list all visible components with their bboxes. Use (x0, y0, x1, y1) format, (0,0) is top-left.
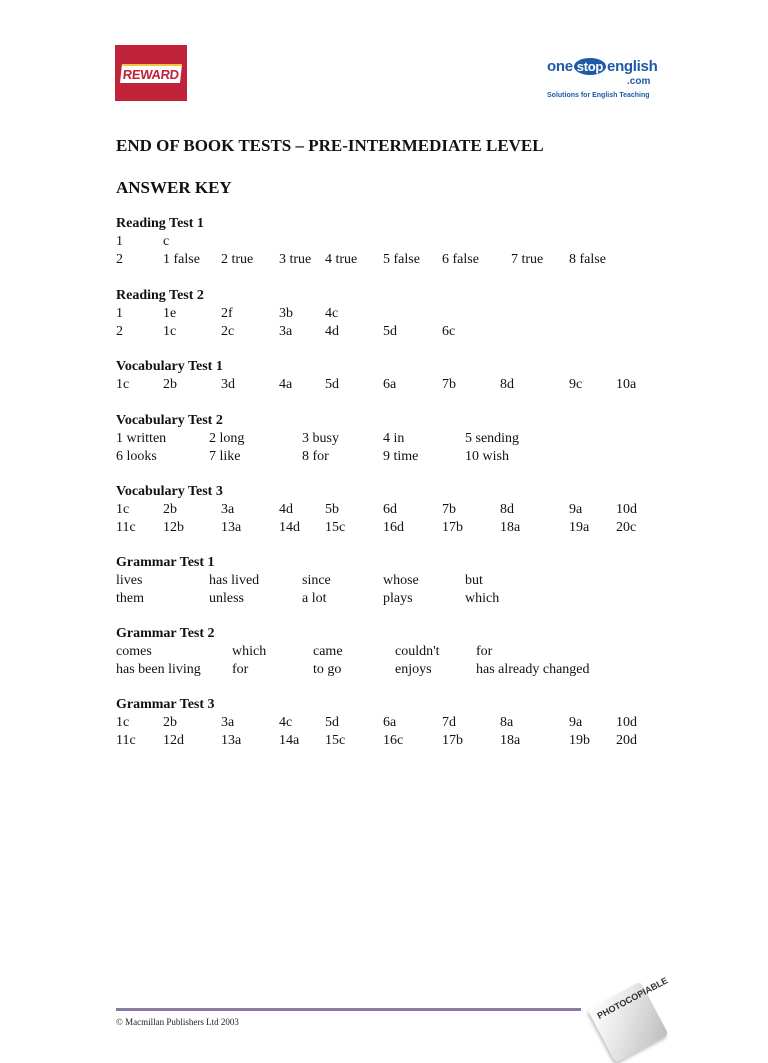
answer-cell: 4 in (383, 431, 405, 446)
answer-cell: 1e (163, 306, 177, 321)
answer-cell: 9c (569, 377, 583, 392)
onestopenglish-logo (545, 52, 657, 102)
answer-cell: them (116, 590, 144, 606)
answer-cell: 5b (325, 502, 339, 517)
answer-section (116, 625, 676, 678)
answer-cell: 4c (279, 715, 293, 730)
reward-logo-text: REWARD (120, 64, 182, 83)
answer-section (116, 554, 676, 607)
answer-cell: 6a (383, 377, 397, 392)
answer-cell: 15c (325, 519, 346, 535)
answer-cell: 10d (616, 715, 637, 730)
section-heading: Grammar Test 3 (116, 697, 215, 712)
answer-cell: 16c (383, 732, 404, 748)
section-heading: Vocabulary Test 1 (116, 359, 223, 374)
answer-cell: 1 written (116, 431, 167, 446)
answer-row (116, 323, 676, 341)
answer-cell: 6d (383, 502, 397, 517)
answer-row (116, 590, 676, 608)
answer-section (116, 483, 676, 536)
answer-cell: 3d (221, 377, 235, 392)
reward-logo (115, 45, 187, 101)
answer-cell: 17b (442, 732, 463, 748)
answer-cell: 6a (383, 715, 397, 730)
answer-cell: which (232, 644, 267, 659)
photocopiable-label: PHOTOCOPIABLE (595, 975, 670, 1021)
answer-row (116, 732, 676, 750)
answer-cell: 3 true (279, 251, 312, 267)
answer-cell: lives (116, 573, 143, 588)
answer-cell: 2 (116, 251, 123, 267)
page-subtitle: ANSWER KEY (116, 178, 232, 197)
answer-cell: 4a (279, 377, 293, 392)
ose-tagline: Solutions for English Teaching (547, 92, 650, 99)
answer-cell: 8d (500, 502, 514, 517)
answer-cell: 13a (221, 519, 242, 535)
section-heading: Reading Test 2 (116, 288, 204, 303)
answer-row (116, 519, 676, 537)
answer-cell: 7b (442, 377, 456, 392)
answer-cell: 4 true (325, 251, 358, 267)
answer-cell: 12d (163, 732, 184, 748)
answer-cell: 3a (279, 323, 293, 339)
answer-section (116, 412, 676, 465)
answer-cell: 8d (500, 377, 514, 392)
section-heading: Grammar Test 2 (116, 626, 215, 641)
answer-cell: 5 sending (465, 431, 520, 446)
footer-divider (116, 1008, 581, 1011)
answer-cell: 13a (221, 732, 242, 748)
answer-row (116, 376, 676, 394)
answer-cell: 2 long (209, 431, 245, 446)
section-heading: Vocabulary Test 3 (116, 484, 223, 499)
answer-cell: couldn't (395, 644, 440, 659)
ose-com: .com (627, 76, 651, 87)
answer-cell: 12b (163, 519, 184, 535)
answer-cell: 2 (116, 323, 123, 339)
answer-cell: 19a (569, 519, 590, 535)
answer-cell: has lived (209, 573, 260, 588)
answer-cell: 6 false (442, 251, 479, 267)
answer-cell: 10a (616, 377, 637, 392)
answer-row (116, 501, 676, 519)
answer-cell: 8 false (569, 251, 606, 267)
answer-row (116, 305, 676, 323)
answer-cell: 3a (221, 502, 235, 517)
answer-cell: 1 (116, 234, 123, 249)
answer-cell: but (465, 573, 483, 588)
answer-cell: 6c (442, 323, 456, 339)
answer-cell: 1 false (163, 251, 200, 267)
answer-cell: since (302, 573, 331, 588)
answer-cell: 11c (116, 519, 136, 535)
answer-cell: 1 (116, 306, 123, 321)
answer-cell: 7b (442, 502, 456, 517)
onestopenglish-wordmark (547, 58, 657, 75)
ose-one: one (547, 58, 573, 75)
answer-cell: 2f (221, 306, 233, 321)
answer-cell: 14d (279, 519, 300, 535)
answer-row (116, 233, 676, 251)
answer-cell: 20c (616, 519, 637, 535)
answer-section (116, 215, 676, 268)
answer-cell: 8a (500, 715, 514, 730)
answer-section (116, 358, 676, 394)
answer-cell: 7 true (511, 251, 544, 267)
answer-cell: c (163, 234, 170, 249)
answer-cell: a lot (302, 590, 327, 606)
answer-cell: 2c (221, 323, 235, 339)
answer-cell: 3 busy (302, 431, 339, 446)
page-title: END OF BOOK TESTS – PRE-INTERMEDIATE LEVEL (116, 136, 544, 155)
answer-cell: 10 wish (465, 448, 509, 464)
answer-cell: 17b (442, 519, 463, 535)
answer-cell: 6 looks (116, 448, 157, 464)
answer-cell: enjoys (395, 661, 432, 677)
answer-row (116, 661, 676, 679)
answer-cell: 2b (163, 715, 177, 730)
answer-row (116, 572, 676, 590)
photocopiable-stamp (587, 975, 670, 1062)
answer-cell: 8 for (302, 448, 329, 464)
footer-copyright: © Macmillan Publishers Ltd 2003 (116, 1017, 239, 1027)
answer-cell: comes (116, 644, 152, 659)
answer-row (116, 643, 676, 661)
answer-row (116, 251, 676, 269)
answer-cell: 16d (383, 519, 404, 535)
answer-row (116, 714, 676, 732)
answer-cell: whose (383, 573, 419, 588)
answer-cell: 1c (116, 377, 130, 392)
answer-cell: 7 like (209, 448, 241, 464)
answer-cell: came (313, 644, 343, 659)
answer-cell: for (476, 644, 493, 659)
answer-cell: 2b (163, 502, 177, 517)
answer-cell: 11c (116, 732, 136, 748)
answer-cell: 15c (325, 732, 346, 748)
answer-cell: 19b (569, 732, 590, 748)
answer-cell: 9a (569, 502, 583, 517)
answer-cell: 10d (616, 502, 637, 517)
answer-cell: which (465, 590, 500, 606)
answer-cell: 18a (500, 732, 521, 748)
answer-cell: 5d (383, 323, 397, 339)
section-heading: Reading Test 1 (116, 216, 204, 231)
answer-cell: 1c (116, 502, 130, 517)
answer-cell: 1c (163, 323, 177, 339)
answer-cell: 7d (442, 715, 456, 730)
answer-cell: plays (383, 590, 413, 606)
answer-cell: 9 time (383, 448, 419, 464)
answer-cell: 4d (325, 323, 339, 339)
section-heading: Grammar Test 1 (116, 555, 215, 570)
answer-cell: 5d (325, 715, 339, 730)
section-heading: Vocabulary Test 2 (116, 413, 223, 428)
answer-cell: 9a (569, 715, 583, 730)
answer-cell: 4d (279, 502, 293, 517)
answer-cell: 14a (279, 732, 300, 748)
ose-english: english (607, 58, 658, 75)
answer-section (116, 696, 676, 749)
answer-cell: 20d (616, 732, 637, 748)
answer-cell: has been living (116, 661, 201, 677)
answer-cell: 2b (163, 377, 177, 392)
answer-cell: 18a (500, 519, 521, 535)
answer-cell: unless (209, 590, 244, 606)
answer-row (116, 430, 676, 448)
answer-row (116, 448, 676, 466)
answer-cell: 3a (221, 715, 235, 730)
answer-cell: 1c (116, 715, 130, 730)
answer-cell: 3b (279, 306, 293, 321)
answer-cell: for (232, 661, 249, 677)
answer-cell: 4c (325, 306, 339, 321)
answer-cell: to go (313, 661, 342, 677)
answer-cell: 5d (325, 377, 339, 392)
answer-cell: has already changed (476, 661, 590, 677)
answer-cell: 5 false (383, 251, 420, 267)
answer-section (116, 287, 676, 340)
answer-cell: 2 true (221, 251, 254, 267)
ose-stop: stop (574, 58, 606, 75)
